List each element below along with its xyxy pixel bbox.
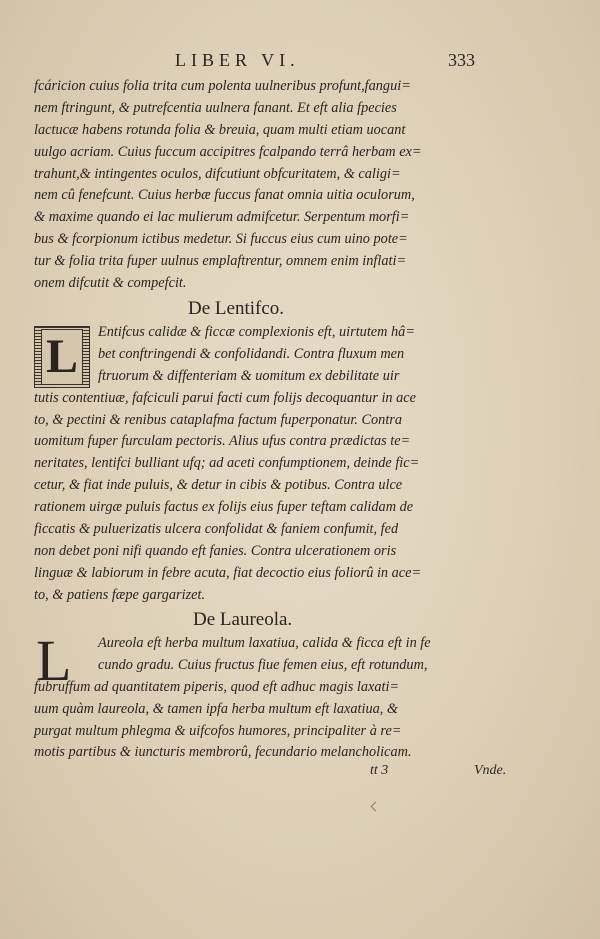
text-line: rationem uirgæ puluis factus ex folijs eius fuper teftam calidam de bbox=[34, 499, 414, 516]
text-line: linguæ & labiorum in febre acuta, fiat decoctio eius foliorû in ace= bbox=[34, 564, 422, 581]
text-line: fcáricion cuius folia trita cum polenta uulneribus profunt,fangui= bbox=[34, 78, 411, 94]
text-line: uum quàm laureola, & tamen ipfa herba multum eft laxatiua, & bbox=[34, 700, 399, 717]
page-number: 333 bbox=[448, 50, 475, 70]
text-line: non debet poni nifi quando eft fanies. Contra ulcerationem oris bbox=[34, 542, 397, 559]
text-line: ftruorum & diffenteriam & uomitum ex debilitate uir bbox=[98, 367, 400, 384]
section-heading-laureola: De Laureola. bbox=[193, 609, 293, 630]
text-line: bet conftringendi & confolidandi. Contra fluxum men bbox=[98, 345, 405, 362]
text-line: ficcatis & puluerizatis ulcera confolidat & faniem confumit, fed bbox=[34, 521, 399, 538]
running-head bbox=[0, 50, 600, 74]
text-line: cetur, & fiat inde puluis, & detur in cibis & potibus. Contra ulce bbox=[34, 477, 403, 494]
section-heading-lentiscus: De Lentifco. bbox=[188, 298, 285, 319]
laureola-paragraph bbox=[34, 628, 474, 764]
text-line: uulgo acriam. Cuius fuccum accipitres fcalpando terrâ herbam ex= bbox=[34, 143, 422, 160]
text-line: to, & pectini & renibus cataplafma factum fuperponatur. Contra bbox=[34, 411, 402, 428]
text-line: to, & patiens fæpe gargarizet. bbox=[34, 586, 206, 603]
text-line: neritates, lentifci bulliant ufq; ad aceti confumptionem, deinde fic= bbox=[34, 455, 420, 472]
text-line: Entifcus calidæ & ficcæ complexionis eft, uirtutem hâ= bbox=[98, 324, 415, 340]
ink-mark bbox=[371, 802, 381, 812]
text-line: bus & fcorpionum ictibus medetur. Si fuccus eius cum uino pote= bbox=[34, 231, 408, 248]
text-line: uomitum fuper furculam pectoris. Alius ufus contra prædictas te= bbox=[34, 433, 411, 450]
intro-paragraph bbox=[34, 76, 474, 295]
text-line: nem cû fenefcunt. Cuius herbæ fuccus fanat omnia uitia oculorum, bbox=[34, 187, 415, 204]
text-line: cundo gradu. Cuius fructus fiue femen eius, eft rotundum, bbox=[98, 656, 428, 673]
text-line: trahunt,& intingentes oculos, difcutiunt obfcuritatem, & caligi= bbox=[34, 165, 401, 182]
text-line: tutis contentiuæ, fafciculi parui facti cum folijs decoquantur in ace bbox=[34, 389, 416, 406]
initial-letter: L bbox=[36, 628, 72, 693]
initial-letter: L bbox=[41, 329, 83, 385]
signature-mark: tt 3 bbox=[370, 763, 389, 778]
text-line: & maxime quando ei lac mulierum admifcetur. Serpentum morfi= bbox=[34, 209, 410, 226]
text-line: onem difcutit & compefcit. bbox=[34, 275, 187, 292]
running-title: LIBER VI. bbox=[175, 50, 300, 70]
text-line: nem ftringunt, & putrefcentia uulnera fanant. Et eft alia fpecies bbox=[34, 99, 397, 116]
text-line: motis partibus & iuncturis membrorû, fecundario melancholicam. bbox=[34, 744, 412, 761]
catchword: Vnde. bbox=[474, 763, 507, 778]
text-line: fubruffum ad quantitatem piperis, quod eft adhuc magis laxati= bbox=[34, 678, 400, 695]
text-line: purgat multum phlegma & uifcofos humores, principaliter à re= bbox=[34, 722, 402, 739]
text-line: lactucæ habens rotunda folia & breuia, quam multi etiam uocant bbox=[34, 121, 406, 138]
text-line: Aureola eft herba multum laxatiua, calida & ficca eft in fe bbox=[98, 635, 431, 651]
lentiscus-paragraph bbox=[34, 322, 474, 607]
text-line: tur & folia trita fuper uulnus emplaftrentur, omnem enim inflati= bbox=[34, 253, 407, 270]
